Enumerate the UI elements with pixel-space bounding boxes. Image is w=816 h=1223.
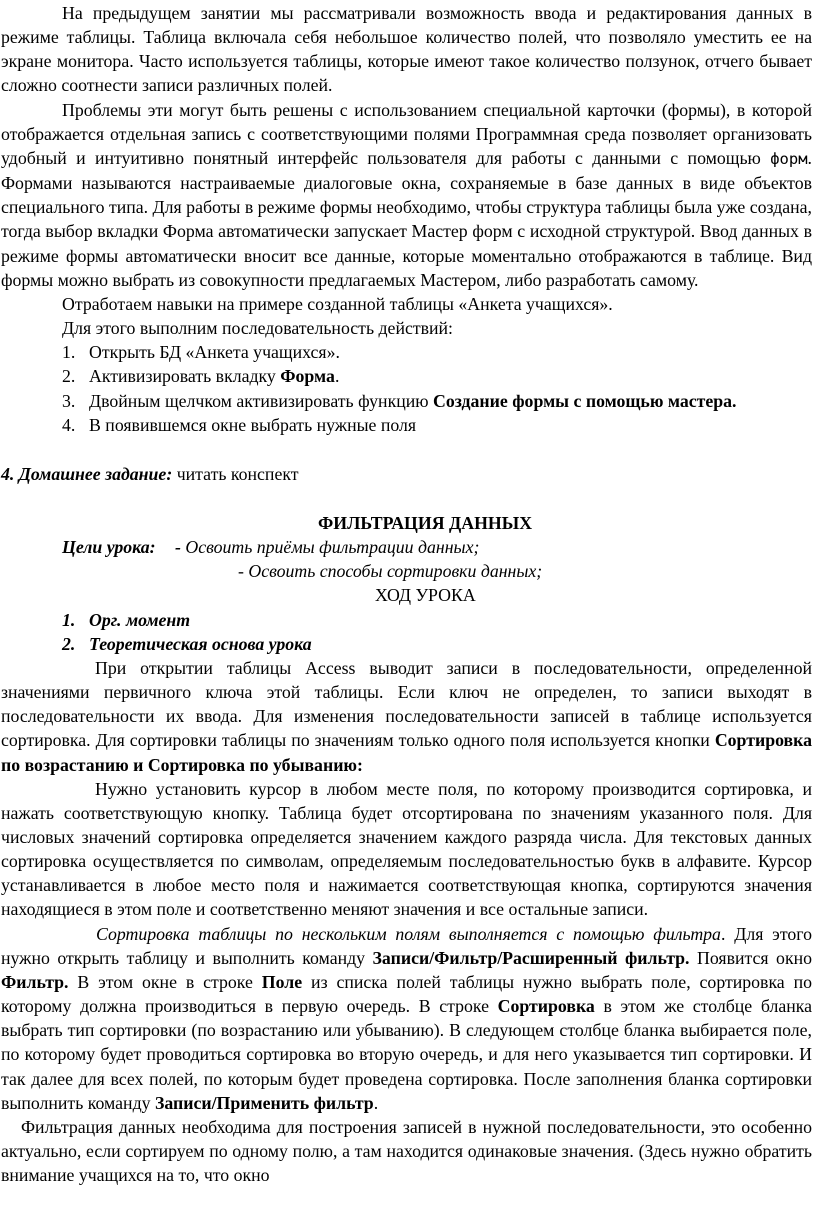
intro-paragraph-1: На предыдущем занятии мы рассматривали возможность ввода и редактирования данных в режиме таблицы. Таблица включала себя небольшое количество полей, что позволяло уместить ее на экране монитора. Часто используется таблицы, которые имеют такое количество ползунок, отчего бывает сложно соотнести записи различных полей. [1,3,812,96]
lesson-goals: Цели урока: - Освоить приёмы фильтрации данных; - Освоить способы сортировки данных; [62,537,543,582]
steps-list [1,340,812,437]
list-item: 3. Двойным щелчком активизировать функцию Создание формы с помощью мастера. [62,390,737,411]
intro-paragraph-4: Для этого выполним последовательность действий: [62,318,453,339]
lesson-title: ХОД УРОКА [375,585,476,606]
section-title: ФИЛЬТРАЦИЯ ДАННЫХ [318,512,533,533]
homework-label: 4. Домашнее задание: [1,463,173,484]
forms-term: форм [770,149,808,168]
goal-item: Освоить приёмы фильтрации данных; [185,537,480,558]
list-item: 2. Активизировать вкладку Форма. [62,366,340,387]
body-paragraph-2: Нужно установить курсор в любом месте поля, по которому производится сортировка, и нажать соответствующую кнопку. Таблица будет отсортирована по значениям указанного поля. Для числовых значений сортировка определяется значением каждого разряда числа. Для текстовых данных сортировка осуществляется по символам, определяемым последовательностью букв в алфавите. Курсор устанавливается в любое место поля и нажимается соответствующая кнопка, сортируются значения находящиеся в этом поле и соответственно меняют значения и все остальные записи. [1,778,812,920]
homework-line: 4. Домашнее задание: читать конспект [1,463,299,484]
list-item: 1. Открыть БД «Анкета учащихся». [62,342,340,363]
goals-label: Цели урока: [62,537,156,558]
document-page [0,1,816,1223]
intro-paragraph-2: Проблемы эти могут быть решены с использованием специальной карточки (формы), в которой отображается отдельная запись с соответствующими полями Программная среда позволяет организовать удобный и интуитивно понятный интерфейс пользователя для работы с данными с помощью форм. Формами называются настраиваемые диалоговые окна, сохраняемые в базе данных в виде объектов специального типа. Для работы в режиме формы необходимо, чтобы структура таблицы была уже создана, тогда выбор вкладки Форма автоматически запускает Мастер форм с исходной структурой. Ввод данных в режиме формы автоматически вносит все данные, которые моментально отображаются в таблице. Вид формы можно выбрать из совокупности предлагаемых Мастером, либо разработать самому. [1,99,812,290]
body-paragraph-4: Фильтрация данных необходима для построения записей в нужной последовательности, это особенно актуально, если сортируем по одному полю, а там находится одинаковые значения. (Здесь нужно обратить внимание учащихся на то, что окно [1,1116,812,1186]
goal-item: - Освоить способы сортировки данных; [238,561,543,582]
body-paragraph-1: При открытии таблицы Access выводит записи в последовательности, определенной значениями первичного ключа этой таблицы. Если ключ не определен, то записи выходят в последовательности их ввода. Для изменения последовательности записей в таблице используется сортировка. Для сортировки таблицы по значениям только одного поля используется кнопки Сортировка по возрастанию и Сортировка по убыванию: [1,657,812,775]
intro-paragraph-3: Отработаем навыки на примере созданной таблицы «Анкета учащихся». [62,293,613,314]
list-item: 4. В появившемся окне выбрать нужные поля [62,414,417,435]
list-item: 2. Теоретическая основа урока [62,633,312,654]
lesson-plan-list [1,608,812,656]
body-paragraph-3: Сортировка таблицы по нескольким полям выполняется с помощью фильтра. Для этого нужно открыть таблицу и выполнить команду Записи/Фильтр/Расширенный фильтр. Появится окно Фильтр. В этом окне в строке Поле из списка полей таблицы нужно выбрать поле, сортировка по которому должна производиться в первую очередь. В строке Сортировка в этом же столбце бланка выбрать тип сортировки (по возрастанию или убыванию). В следующем столбце бланка выбирается поле, по которому будет проводиться сортировка во вторую очередь, и для него указывается тип сортировки. И так далее для всех полей, по которым будет проведена сортировка. После заполнения бланка сортировки выполнить команду Записи/Применить фильтр. [1,923,812,1113]
list-item: 1. Орг. момент [62,609,191,630]
